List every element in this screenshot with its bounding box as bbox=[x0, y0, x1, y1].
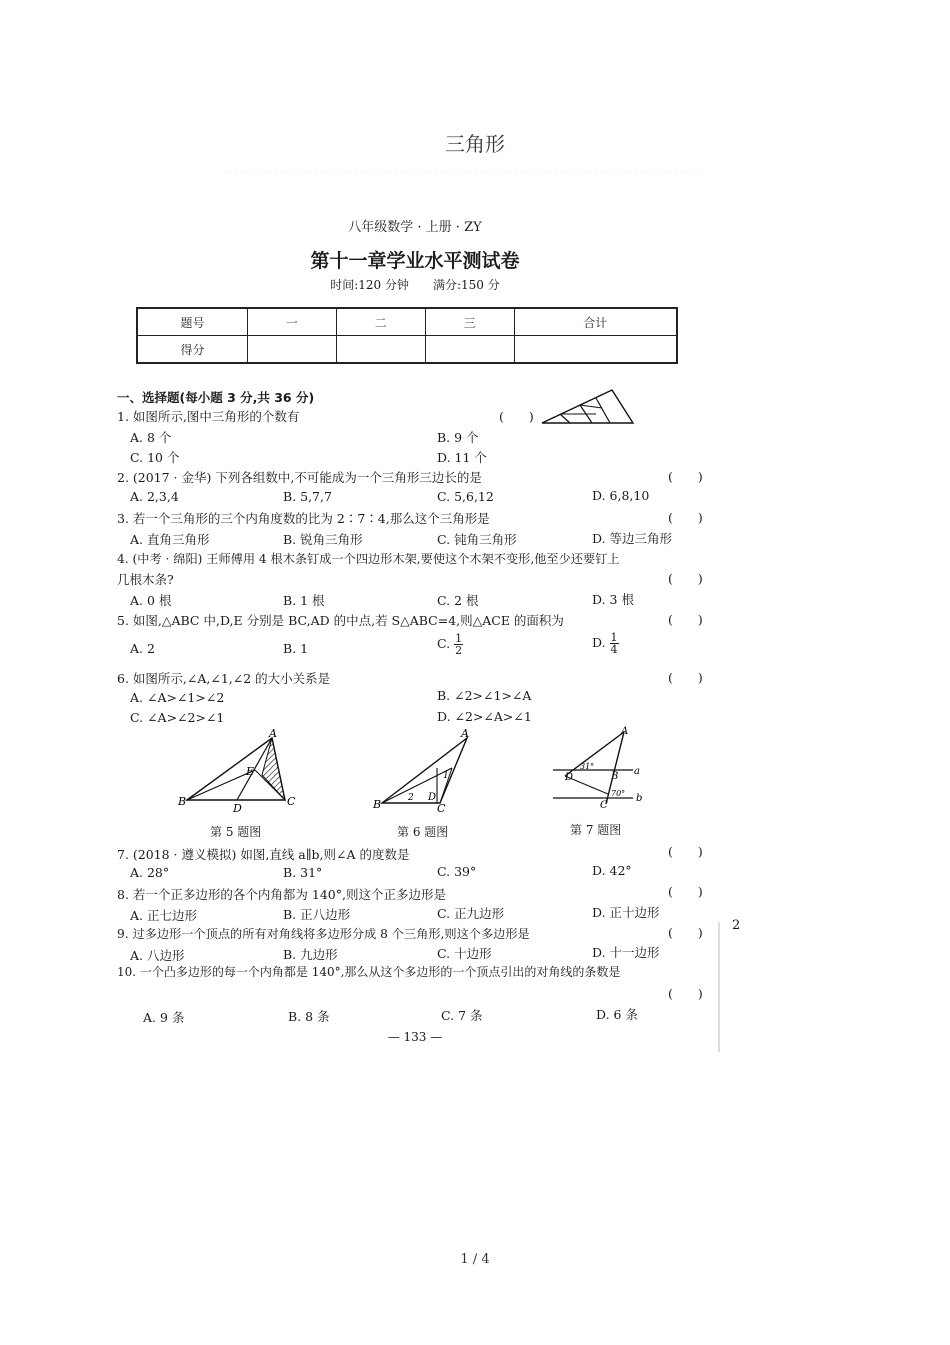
scan-page-number: — 133 — bbox=[387, 1030, 443, 1044]
fig5-label-a: A bbox=[269, 728, 277, 740]
figure-q7 bbox=[545, 724, 650, 810]
question-8: 8. 若一个正多边形的各个内角都为 140°,则这个正多边形是 bbox=[117, 887, 446, 902]
answer-paren-3: ( ) bbox=[668, 510, 703, 525]
q1-option-c: C. 10 个 bbox=[130, 450, 180, 465]
caption-figure-5: 第 5 题图 bbox=[210, 825, 262, 839]
score-cell-2 bbox=[336, 336, 425, 364]
score-header-total: 合计 bbox=[514, 308, 677, 336]
fig5-label-b: B bbox=[178, 795, 187, 808]
q1-option-b: B. 9 个 bbox=[437, 430, 479, 445]
q3-option-d: D. 等边三角形 bbox=[592, 531, 673, 546]
caption-figure-7: 第 7 题图 bbox=[570, 823, 622, 837]
q10-option-c: C. 7 条 bbox=[441, 1008, 483, 1023]
exam-time: 时间:120 分钟 满分:150 分 bbox=[330, 278, 500, 292]
frac-num: 1 bbox=[455, 632, 463, 645]
q3-option-a: A. 直角三角形 bbox=[130, 532, 210, 547]
question-3: 3. 若一个三角形的三个内角度数的比为 2∶7∶4,那么这个三角形是 bbox=[117, 511, 490, 526]
fig7-label-a: A bbox=[621, 726, 629, 737]
fig5-label-c: C bbox=[287, 795, 296, 808]
q7-option-c: C. 39° bbox=[437, 864, 477, 879]
answer-paren-6: ( ) bbox=[668, 670, 703, 685]
q9-option-c: C. 十边形 bbox=[437, 946, 492, 961]
question-1: 1. 如图所示,图中三角形的个数有 bbox=[117, 409, 300, 424]
score-cell-1 bbox=[248, 336, 337, 364]
question-2: 2. (2017 · 金华) 下列各组数中,不可能成为一个三角形三边长的是 bbox=[117, 470, 482, 485]
question-9: 9. 过多边形一个顶点的所有对角线将多边形分成 8 个三角形,则这个多边形是 bbox=[117, 927, 530, 941]
q5-option-d-fraction bbox=[610, 632, 619, 655]
fig6-angle-1: 1 bbox=[443, 771, 449, 781]
figure-q5 bbox=[175, 728, 305, 820]
score-header-2: 二 bbox=[336, 308, 425, 336]
q5-option-d bbox=[592, 632, 619, 655]
question-5: 5. 如图,△ABC 中,D,E 分别是 BC,AD 的中点,若 S△ABC=4,则△ACE 的面积为 bbox=[117, 613, 564, 628]
caption-figure-6: 第 6 题图 bbox=[397, 825, 449, 839]
q2-option-b: B. 5,7,7 bbox=[283, 489, 332, 504]
fig6-label-a: A bbox=[461, 728, 469, 740]
q4-option-b: B. 1 根 bbox=[283, 593, 325, 608]
score-table bbox=[136, 307, 678, 364]
score-header-3: 三 bbox=[425, 308, 514, 336]
q9-option-b: B. 九边形 bbox=[283, 947, 338, 962]
answer-paren-7: ( ) bbox=[668, 844, 703, 859]
question-6: 6. 如图所示,∠A,∠1,∠2 的大小关系是 bbox=[117, 671, 331, 686]
fig7-line-a: a bbox=[634, 766, 640, 777]
score-cell-total bbox=[514, 336, 677, 364]
q6-option-a: A. ∠A>∠1>∠2 bbox=[130, 690, 225, 705]
q5-option-c-fraction bbox=[454, 633, 463, 656]
figure-q6 bbox=[370, 728, 480, 814]
question-4: 4. (中考 · 绵阳) 王师傅用 4 根木条钉成一个四边形木架,要使这个木架不变形,他至少还要钉上 bbox=[117, 552, 620, 566]
fig7-line-b: b bbox=[636, 793, 643, 804]
score-table-header-row bbox=[137, 308, 677, 336]
question-4-cont: 几根木条? bbox=[117, 572, 174, 587]
score-header-1: 一 bbox=[248, 308, 337, 336]
q10-option-b: B. 8 条 bbox=[288, 1009, 330, 1024]
q4-option-c: C. 2 根 bbox=[437, 593, 479, 608]
section-heading: 一、选择题(每小题 3 分,共 36 分) bbox=[117, 390, 315, 405]
q6-option-d: D. ∠2>∠A>∠1 bbox=[437, 709, 532, 724]
page-footer: 1 / 4 bbox=[460, 1252, 490, 1267]
fig7-angle-70: 70° bbox=[611, 789, 626, 798]
fig7-label-c: C bbox=[600, 800, 608, 810]
answer-paren-9: ( ) bbox=[668, 925, 703, 940]
exam-subtitle: 八年级数学 · 上册 · ZY bbox=[348, 220, 482, 235]
document-title: 三角形 bbox=[445, 132, 505, 156]
score-row-label: 得分 bbox=[137, 336, 248, 364]
q9-option-d: D. 十一边形 bbox=[592, 945, 660, 960]
q8-option-c: C. 正九边形 bbox=[437, 906, 505, 921]
q7-option-b: B. 31° bbox=[283, 865, 323, 880]
answer-paren-1: ( ) bbox=[499, 409, 534, 424]
q5-option-d-prefix: D. bbox=[592, 635, 606, 650]
frac-den: 4 bbox=[610, 643, 618, 656]
fig5-label-d: D bbox=[233, 802, 242, 815]
q5-option-c bbox=[437, 633, 463, 656]
score-header-label: 题号 bbox=[137, 308, 248, 336]
answer-paren-5: ( ) bbox=[668, 612, 703, 627]
answer-paren-8: ( ) bbox=[668, 884, 703, 899]
q2-option-d: D. 6,8,10 bbox=[592, 488, 650, 503]
q2-option-c: C. 5,6,12 bbox=[437, 489, 494, 504]
question-10: 10. 一个凸多边形的每一个内角都是 140°,那么从这个多边形的一个顶点引出的对角线的条数是 bbox=[117, 965, 621, 979]
q2-option-a: A. 2,3,4 bbox=[130, 489, 179, 504]
q5-option-a: A. 2 bbox=[130, 641, 155, 656]
fig6-angle-2: 2 bbox=[408, 793, 414, 803]
q7-option-d: D. 42° bbox=[592, 863, 632, 878]
exam-title: 第十一章学业水平测试卷 bbox=[310, 250, 520, 272]
q5-option-b: B. 1 bbox=[283, 641, 309, 656]
q6-option-c: C. ∠A>∠2>∠1 bbox=[130, 710, 225, 725]
fig6-label-d: D bbox=[428, 792, 437, 803]
fig7-angle-31: 31° bbox=[580, 762, 595, 771]
q8-option-a: A. 正七边形 bbox=[130, 908, 197, 923]
q8-option-d: D. 正十边形 bbox=[592, 905, 660, 920]
answer-paren-2: ( ) bbox=[668, 469, 703, 484]
q10-option-a: A. 9 条 bbox=[143, 1010, 185, 1025]
q4-option-d: D. 3 根 bbox=[592, 592, 634, 607]
q1-option-a: A. 8 个 bbox=[130, 430, 172, 445]
question-7: 7. (2018 · 遵义模拟) 如图,直线 a∥b,则∠A 的度数是 bbox=[117, 847, 410, 862]
q6-option-b: B. ∠2>∠1>∠A bbox=[437, 688, 532, 703]
score-cell-3 bbox=[425, 336, 514, 364]
q9-option-a: A. 八边形 bbox=[130, 948, 185, 963]
q3-option-c: C. 钝角三角形 bbox=[437, 532, 517, 547]
figure-q1 bbox=[540, 388, 636, 426]
q5-option-c-prefix: C. bbox=[437, 636, 451, 651]
score-table-score-row bbox=[137, 336, 677, 364]
q8-option-b: B. 正八边形 bbox=[283, 907, 351, 922]
fig5-label-e: E bbox=[246, 765, 255, 778]
fig7-label-b: B bbox=[611, 771, 619, 782]
q7-option-a: A. 28° bbox=[130, 865, 170, 880]
fig7-label-d: D bbox=[565, 772, 574, 783]
q4-option-a: A. 0 根 bbox=[130, 593, 172, 608]
q3-option-b: B. 锐角三角形 bbox=[283, 532, 363, 547]
frac-num: 1 bbox=[610, 631, 618, 644]
q1-option-d: D. 11 个 bbox=[437, 450, 487, 465]
margin-number: 2 bbox=[732, 918, 741, 933]
frac-den: 2 bbox=[455, 644, 463, 657]
answer-paren-10: ( ) bbox=[668, 986, 703, 1001]
fig6-label-c: C bbox=[437, 802, 446, 814]
q10-option-d: D. 6 条 bbox=[596, 1007, 638, 1022]
answer-paren-4: ( ) bbox=[668, 571, 703, 586]
fig6-label-b: B bbox=[373, 798, 382, 811]
